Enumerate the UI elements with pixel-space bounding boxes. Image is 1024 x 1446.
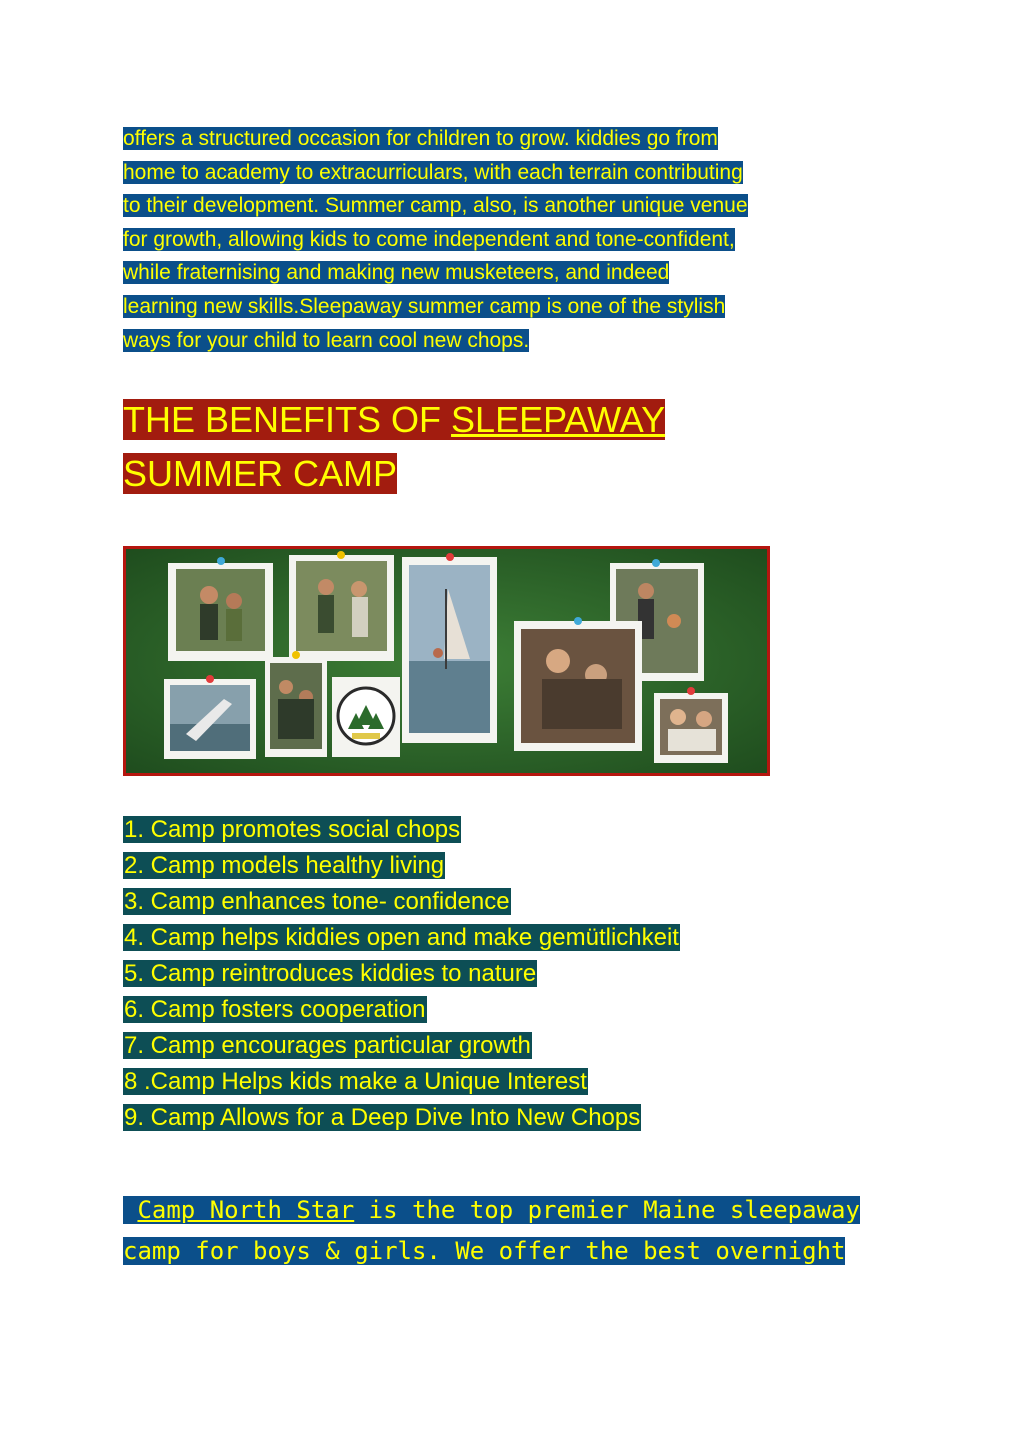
photo-frame <box>402 557 497 743</box>
photo-frame <box>654 693 728 763</box>
list-item: 2. Camp models healthy living <box>124 852 445 879</box>
intro-line: ways for your child to learn cool new chops. <box>123 328 530 352</box>
section-heading <box>123 393 763 501</box>
intro-line: to their development. Summer camp, also, is another unique venue <box>123 194 748 218</box>
collage-image <box>126 549 767 773</box>
photo-frame <box>289 555 394 661</box>
photo-frame <box>265 657 327 757</box>
list-item: 1. Camp promotes social chops <box>124 816 461 843</box>
list-item: 9. Camp Allows for a Deep Dive Into New Chops <box>124 1104 641 1131</box>
photo-frame <box>168 563 273 661</box>
camp-photo-collage <box>123 546 770 776</box>
intro-paragraph <box>123 122 903 357</box>
photo-frame <box>164 679 256 759</box>
camp-north-star-link[interactable]: Camp North Star <box>137 1196 355 1224</box>
list-item: 8 .Camp Helps kids make a Unique Interest <box>124 1068 587 1095</box>
intro-line: while fraternising and making new musketeers, and indeed <box>123 261 670 285</box>
list-item: 4. Camp helps kiddies open and make gemütlichkeit <box>124 924 679 951</box>
heading-text: THE BENEFITS OF <box>123 399 452 440</box>
intro-line: home to academy to extracurriculars, with each terrain contributing <box>123 160 743 184</box>
list-item: 5. Camp reintroduces kiddies to nature <box>124 960 537 987</box>
benefits-list <box>123 812 680 1136</box>
cta-text: is the top premier Maine sleepaway <box>354 1196 860 1224</box>
sleepaway-link[interactable]: SLEEPAWAY <box>451 399 666 440</box>
camp-logo <box>332 677 400 757</box>
cta-text: camp for boys & girls. We offer the best overnight <box>123 1237 846 1265</box>
heading-text: SUMMER CAMP <box>123 453 398 494</box>
list-item: 3. Camp enhances tone- confidence <box>124 888 510 915</box>
intro-line: for growth, allowing kids to come independent and tone-confident, <box>123 227 735 251</box>
intro-line: learning new skills.Sleepaway summer camp is one of the stylish <box>123 294 726 318</box>
list-item: 7. Camp encourages particular growth <box>124 1032 531 1059</box>
list-item: 6. Camp fosters cooperation <box>124 996 426 1023</box>
closing-paragraph <box>123 1190 863 1272</box>
photo-frame <box>514 621 642 751</box>
intro-line: offers a structured occasion for children to grow. kiddies go from <box>123 127 718 150</box>
